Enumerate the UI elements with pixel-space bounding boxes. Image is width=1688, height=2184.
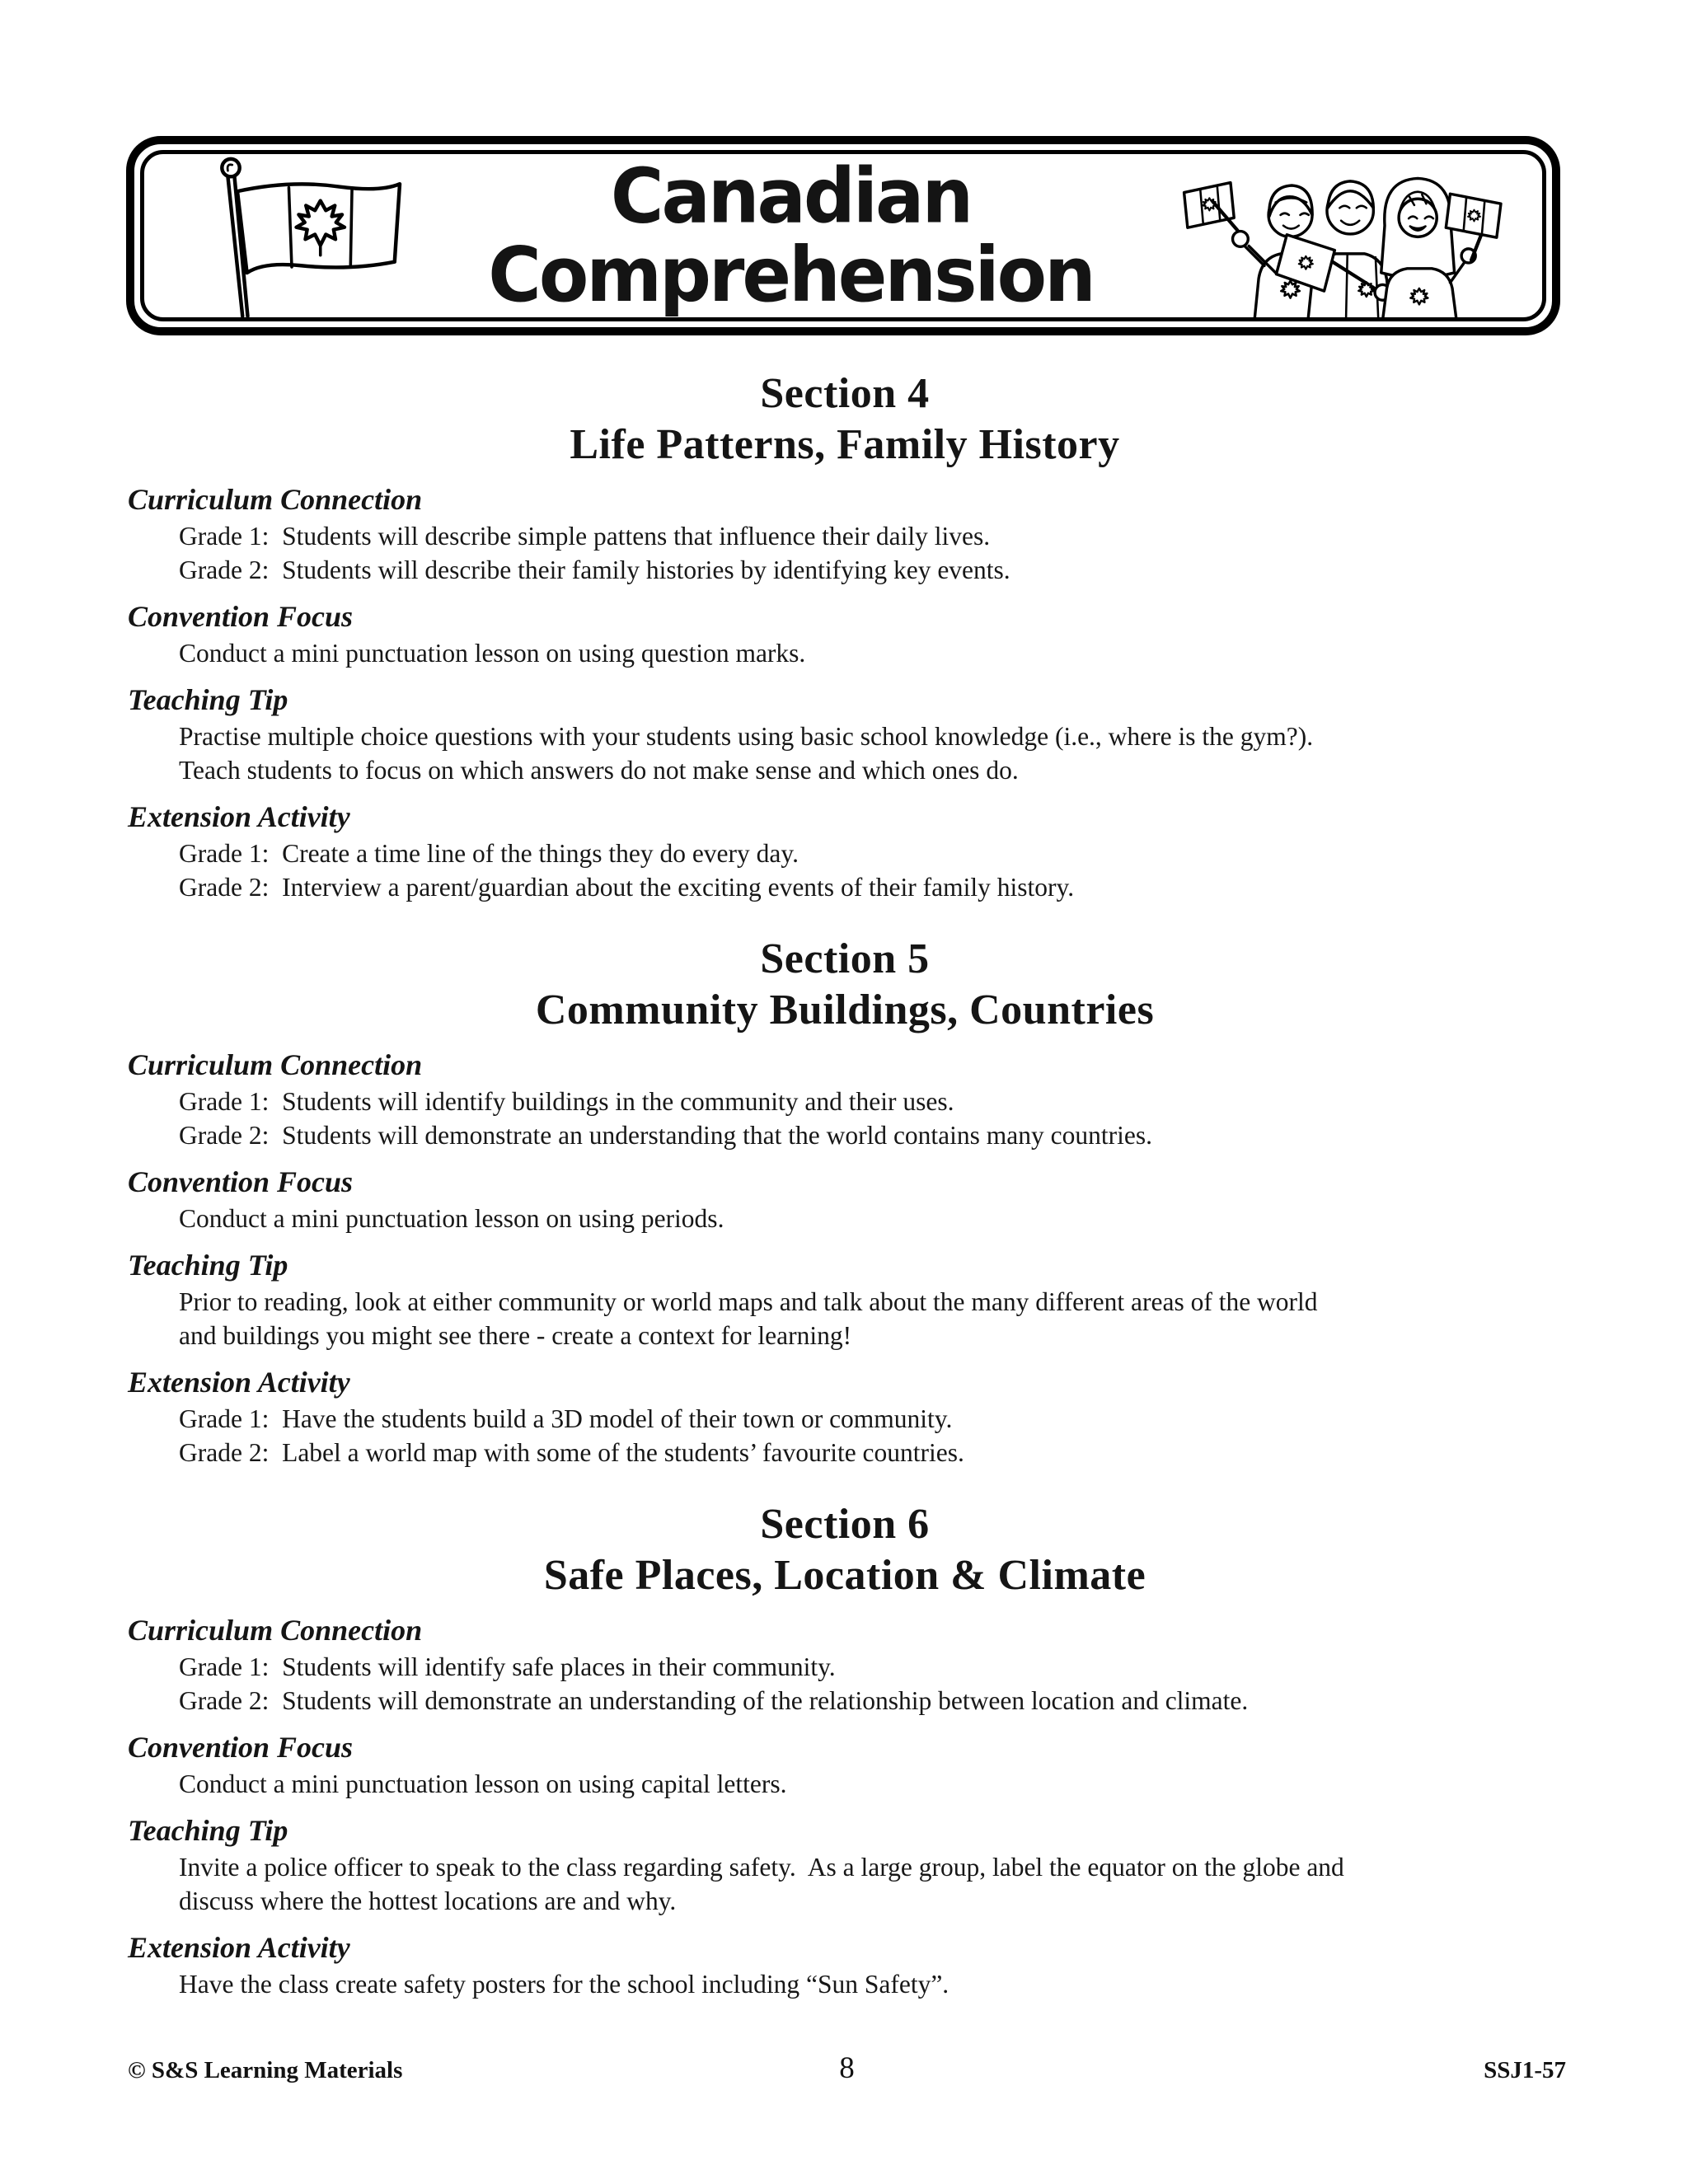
document-body bbox=[128, 369, 1562, 2001]
body-line: Grade 2: Interview a parent/guardian about the exciting events of their family history. bbox=[179, 873, 1075, 902]
page-title bbox=[434, 152, 1147, 319]
body-line: Grade 2: Students will demonstrate an understanding that the world contains many countries. bbox=[179, 1121, 1152, 1150]
body-line: Practise multiple choice questions with your students using basic school knowledge (i.e., where is the gym?). bbox=[179, 722, 1314, 751]
teaching-tip-block bbox=[128, 682, 1562, 787]
teaching-tip-block bbox=[128, 1247, 1562, 1352]
footer-copyright: © S&S Learning Materials bbox=[128, 2057, 403, 2083]
body-line: discuss where the hottest locations are and why. bbox=[179, 1886, 677, 1915]
curriculum-connection-block bbox=[128, 1612, 1562, 1718]
section-heading: Section 4 bbox=[760, 370, 930, 417]
teaching-tip-block bbox=[128, 1812, 1562, 1918]
footer-page-number: 8 bbox=[839, 2051, 855, 2085]
block-label: Convention Focus bbox=[128, 600, 354, 633]
body-line: Teach students to focus on which answers do not make sense and which ones do. bbox=[179, 756, 1019, 785]
page-footer bbox=[128, 2050, 1566, 2086]
header-banner bbox=[126, 136, 1560, 335]
body-line: Grade 2: Students will demonstrate an understanding of the relationship between location and climate. bbox=[179, 1686, 1249, 1715]
block-label: Extension Activity bbox=[128, 800, 350, 833]
header-banner-inner bbox=[140, 150, 1546, 321]
canada-flag-icon bbox=[162, 152, 434, 321]
block-label: Teaching Tip bbox=[128, 1249, 288, 1282]
page-title-line2: Comprehension bbox=[488, 230, 1094, 319]
section-6 bbox=[128, 1500, 1562, 2001]
block-label: Extension Activity bbox=[128, 1931, 350, 1964]
body-line: Grade 1: Students will describe simple pattens that influence their daily lives. bbox=[179, 522, 991, 551]
body-line: Conduct a mini punctuation lesson on using question marks. bbox=[179, 639, 806, 668]
page-title-line1: Canadian bbox=[610, 152, 972, 241]
body-line: Grade 1: Create a time line of the things they do every day. bbox=[179, 839, 799, 868]
block-label: Curriculum Connection bbox=[128, 1048, 423, 1081]
curriculum-connection-block bbox=[128, 481, 1562, 587]
body-line: Conduct a mini punctuation lesson on using periods. bbox=[179, 1204, 724, 1233]
body-line: Grade 2: Label a world map with some of the students’ favourite countries. bbox=[179, 1438, 964, 1467]
children-with-flags-icon bbox=[1147, 152, 1531, 321]
block-label: Convention Focus bbox=[128, 1731, 354, 1764]
section-subheading: Community Buildings, Countries bbox=[535, 987, 1155, 1033]
footer-doc-code: SSJ1-57 bbox=[1484, 2057, 1566, 2083]
curriculum-connection-block bbox=[128, 1047, 1562, 1152]
section-subheading: Safe Places, Location & Climate bbox=[543, 1552, 1146, 1599]
block-label: Extension Activity bbox=[128, 1366, 350, 1399]
body-line: and buildings you might see there - create a context for learning! bbox=[179, 1321, 852, 1350]
block-label: Convention Focus bbox=[128, 1165, 354, 1198]
section-5 bbox=[128, 935, 1562, 1469]
extension-activity-block bbox=[128, 799, 1562, 904]
body-line: Grade 1: Students will identify buildings in the community and their uses. bbox=[179, 1087, 954, 1116]
block-label: Curriculum Connection bbox=[128, 1614, 423, 1647]
block-label: Curriculum Connection bbox=[128, 483, 423, 516]
body-line: Grade 2: Students will describe their family histories by identifying key events. bbox=[179, 555, 1010, 584]
body-line: Invite a police officer to speak to the class regarding safety. As a large group, label the equator on the globe and bbox=[179, 1853, 1344, 1882]
extension-activity-block bbox=[128, 1364, 1562, 1469]
convention-focus-block bbox=[128, 598, 1562, 670]
convention-focus-block bbox=[128, 1729, 1562, 1801]
body-line: Grade 1: Have the students build a 3D model of their town or community. bbox=[179, 1404, 953, 1433]
body-line: Grade 1: Students will identify safe places in their community. bbox=[179, 1652, 836, 1681]
convention-focus-block bbox=[128, 1164, 1562, 1235]
body-line: Have the class create safety posters for the school including “Sun Safety”. bbox=[179, 1970, 950, 1999]
extension-activity-block bbox=[128, 1929, 1562, 2001]
block-label: Teaching Tip bbox=[128, 683, 288, 716]
section-heading: Section 5 bbox=[760, 935, 930, 982]
body-line: Prior to reading, look at either community or world maps and talk about the many different areas of the world bbox=[179, 1287, 1318, 1316]
section-heading: Section 6 bbox=[760, 1501, 930, 1548]
block-label: Teaching Tip bbox=[128, 1814, 288, 1847]
section-4 bbox=[128, 369, 1562, 904]
section-subheading: Life Patterns, Family History bbox=[570, 421, 1120, 468]
body-line: Conduct a mini punctuation lesson on using capital letters. bbox=[179, 1769, 787, 1798]
